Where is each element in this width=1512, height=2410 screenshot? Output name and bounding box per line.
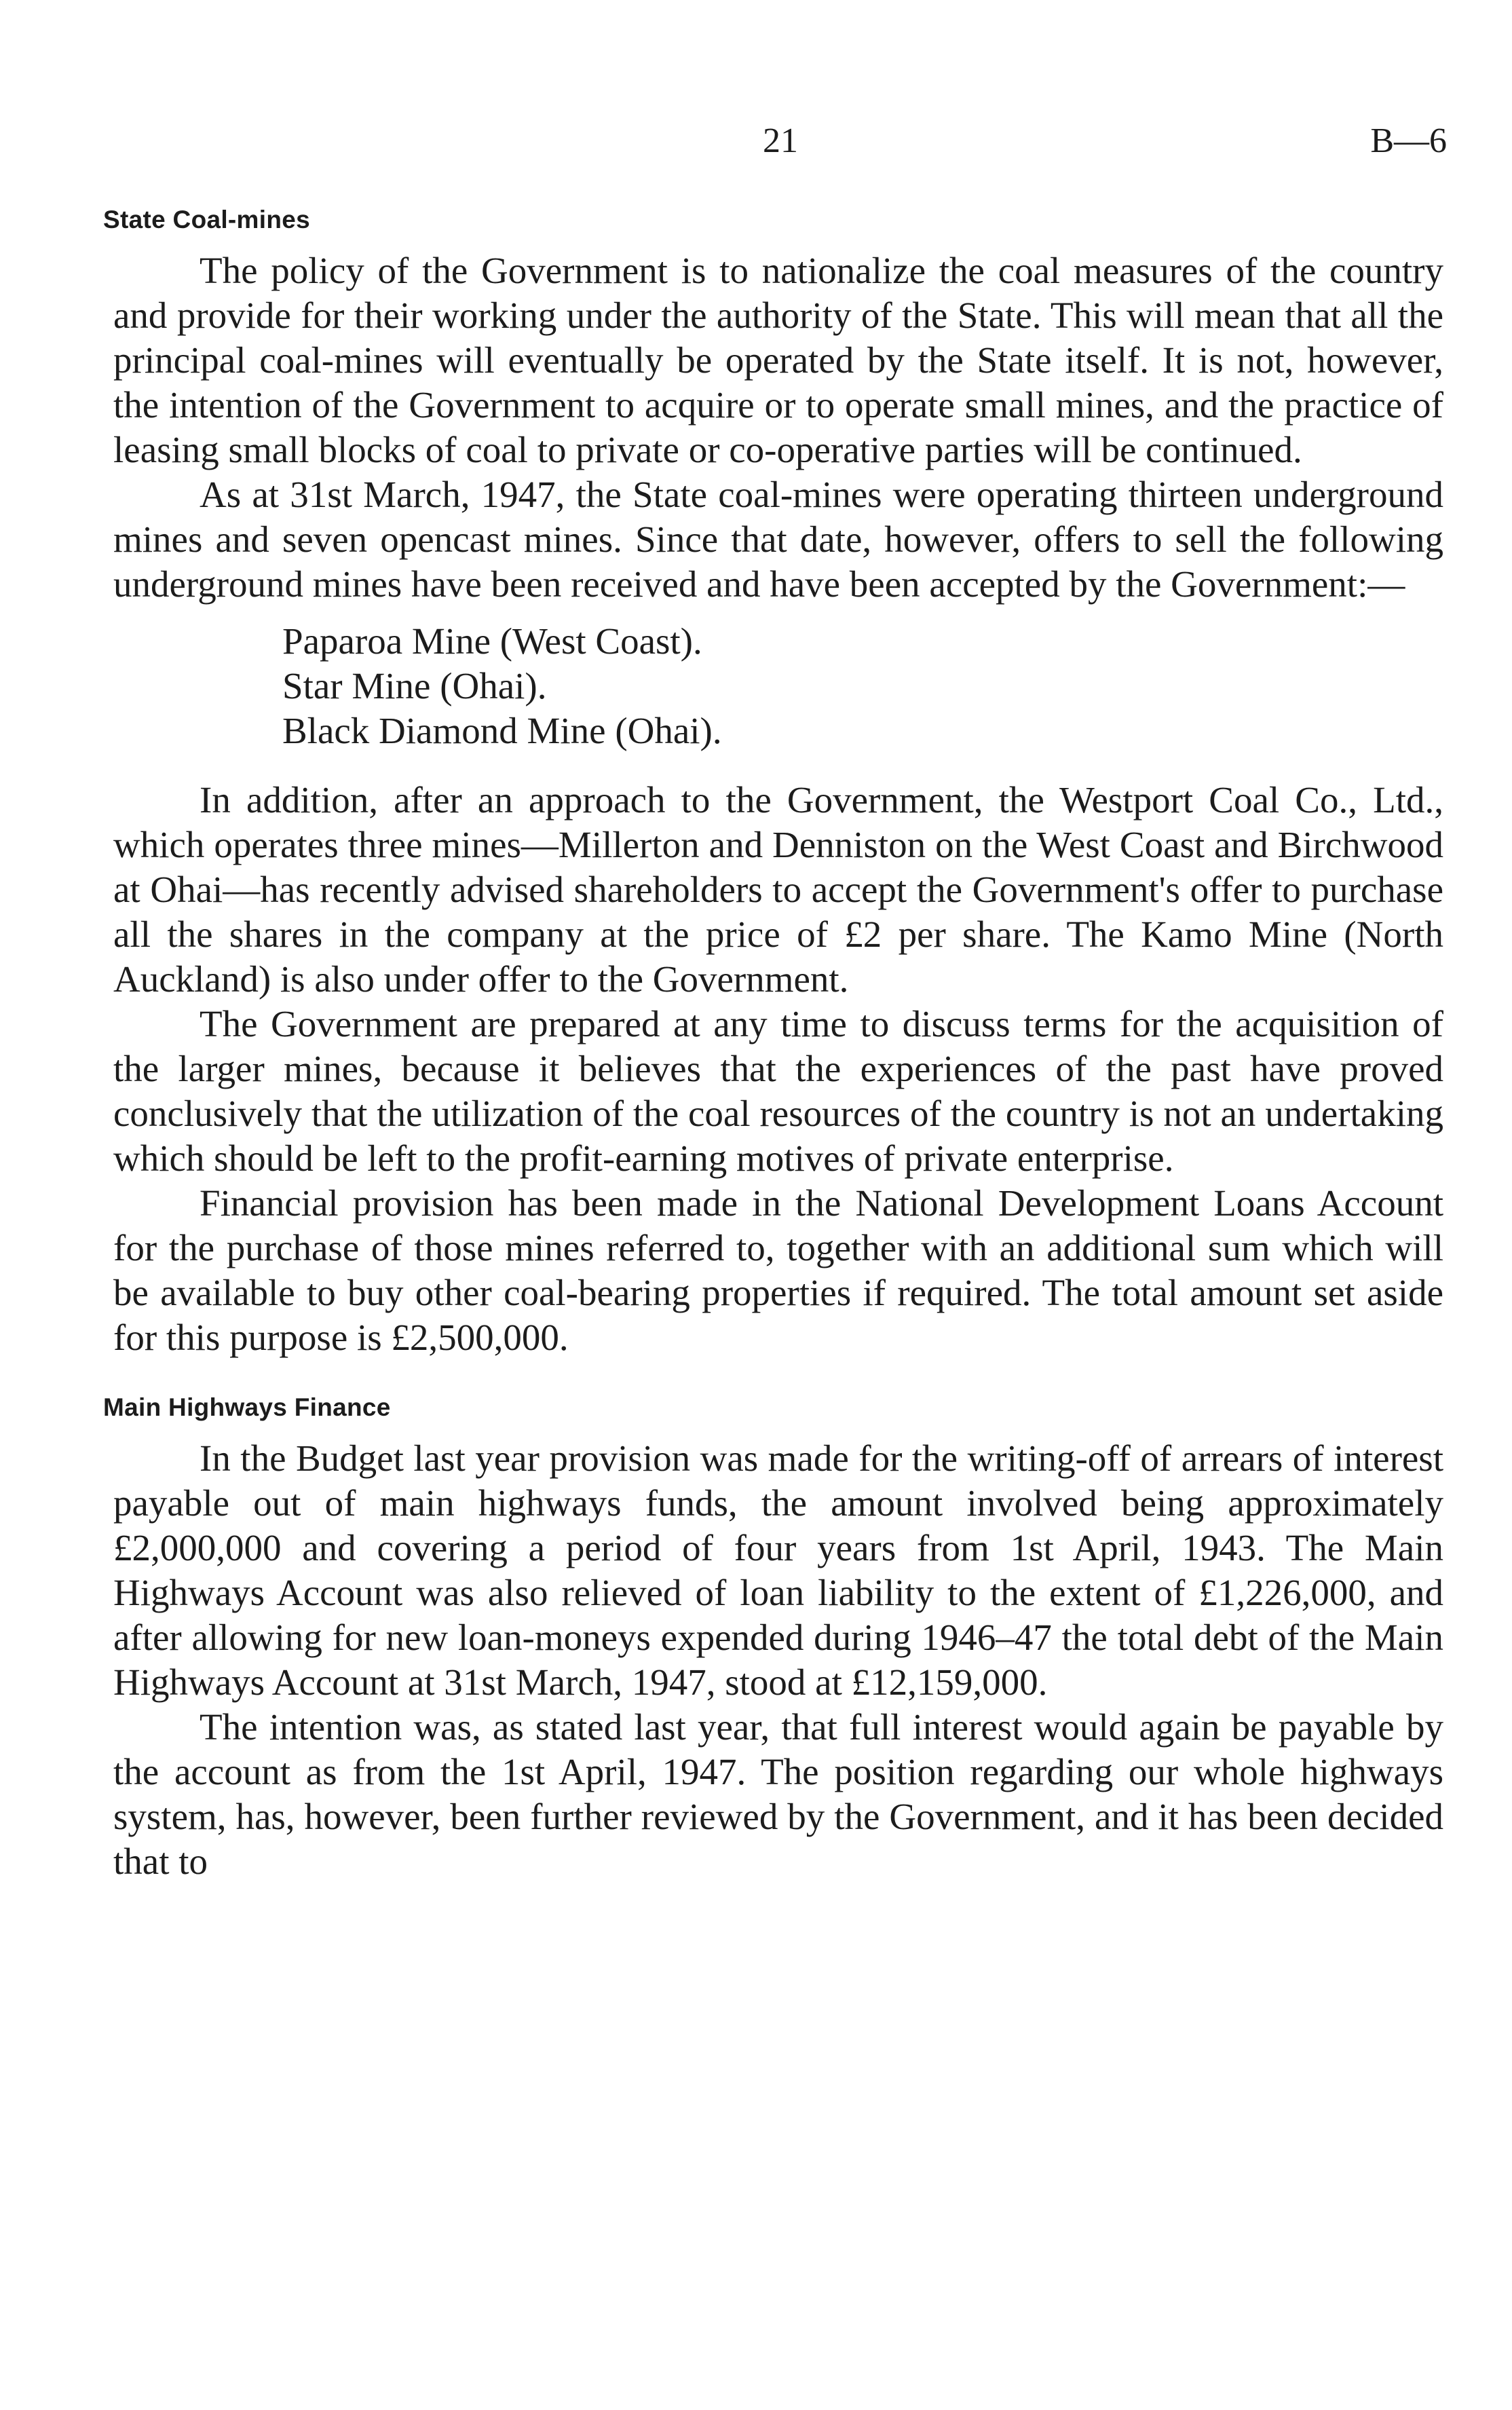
section-heading-main-highways: Main Highways Finance	[103, 1393, 391, 1421]
paragraph: In the Budget last year provision was made for the writing-off of arrears of interest payable out of main highways funds, the amount involved being approximately £2,000,000 and covering a period of four years from 1st April, 1943. The Main Highways Account was also relieved of loan liability to the extent of £1,226,000, and after allowing for new loan-moneys expended during 1946–47 the total debt of the Main Highways Account at 31st March, 1947, stood at £12,159,000.	[113, 1437, 1443, 1703]
paragraph: Financial provision has been made in the National Development Loans Account for the purchase of those mines referred to, together with an additional sum which will be available to buy other coal-bearing properties if required. The total amount set aside for this purpose is £2,500,000.	[113, 1182, 1443, 1358]
page-number: 21	[763, 121, 798, 160]
list-item: Star Mine (Ohai).	[282, 665, 547, 707]
list-item: Black Diamond Mine (Ohai).	[282, 710, 722, 751]
section-heading-coal-mines: State Coal-mines	[103, 206, 310, 233]
paragraph: In addition, after an approach to the Government, the Westport Coal Co., Ltd., which operates three mines—Millerton and Denniston on the West Coast and Birchwood at Ohai—has recently advised shareholders to accept the Government's offer to purchase all the shares in the company at the price of £2 per share. The Kamo Mine (North Auckland) is also under offer to the Government.	[113, 779, 1443, 1000]
mines-list	[282, 619, 1443, 753]
paragraph: As at 31st March, 1947, the State coal-mines were operating thirteen underground mines and seven opencast mines. Since that date, however, offers to sell the following underground mines have been received and have been accepted by the Government:—	[113, 474, 1443, 605]
paragraph: The Government are prepared at any time to discuss terms for the acquisition of the larger mines, because it believes that the experiences of the past have proved conclusively that the utilization of the coal resources of the country is not an undertaking which should be left to the profit-earning motives of private enterprise.	[113, 1003, 1443, 1179]
paragraph: The intention was, as stated last year, that full interest would again be payable by the account as from the 1st April, 1947. The position regarding our whole highways system, has, however, been further reviewed by the Government, and it has been decided that to	[113, 1706, 1443, 1882]
paragraph: The policy of the Government is to nationalize the coal measures of the country and provide for their working under the authority of the State. This will mean that all the principal coal-mines will eventually be operated by the State itself. It is not, however, the intention of the Government to acquire or to operate small mines, and the practice of leasing small blocks of coal to private or co-operative parties will be continued.	[113, 250, 1443, 470]
document-reference: B—6	[1370, 121, 1447, 160]
page-content	[103, 204, 1443, 1884]
list-item: Paparoa Mine (West Coast).	[282, 620, 702, 662]
